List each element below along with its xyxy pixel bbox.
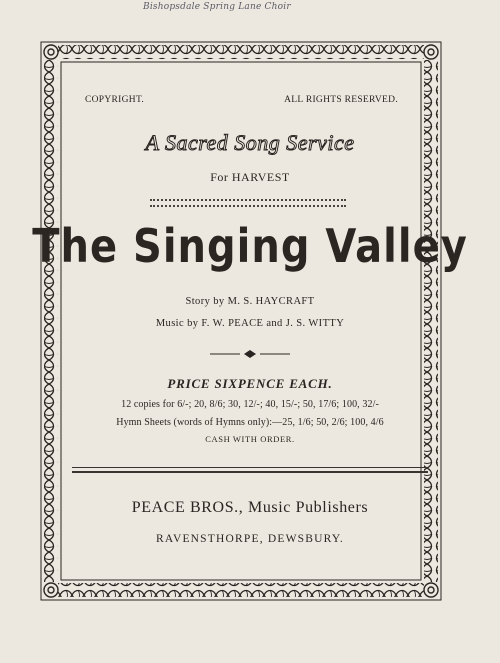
- thin-rule: [72, 467, 428, 468]
- thick-rule: [72, 471, 428, 473]
- occasion-subtitle: For HARVEST: [210, 170, 290, 184]
- publisher-address: RAVENSTHORPE, DEWSBURY.: [156, 533, 344, 545]
- price-heading: PRICE SIXPENCE EACH.: [167, 376, 333, 391]
- copies-pricing: 12 copies for 6/-; 20, 8/6; 30, 12/-; 40, 15/-; 50, 17/6; 100, 32/-: [121, 399, 379, 410]
- music-credit: Music by F. W. PEACE and J. S. WITTY: [155, 318, 345, 329]
- ornament-divider: [210, 349, 290, 359]
- dotted-divider: [150, 199, 346, 207]
- story-credit: Story by M. S. HAYCRAFT: [185, 296, 315, 307]
- main-title: The Singing Valley: [32, 220, 468, 274]
- copyright-notice: COPYRIGHT.: [85, 95, 145, 105]
- rights-notice: ALL RIGHTS RESERVED.: [284, 95, 398, 105]
- service-title: A Sacred Song Service: [145, 130, 355, 155]
- publisher-name: PEACE BROS., Music Publishers: [131, 499, 369, 516]
- payment-terms: CASH WITH ORDER.: [205, 434, 295, 444]
- hymn-sheets-pricing: Hymn Sheets (words of Hymns only):—25, 1/6; 50, 2/6; 100, 4/6: [116, 417, 384, 428]
- handwritten-note: Bishopsdale Spring Lane Choir: [143, 2, 291, 12]
